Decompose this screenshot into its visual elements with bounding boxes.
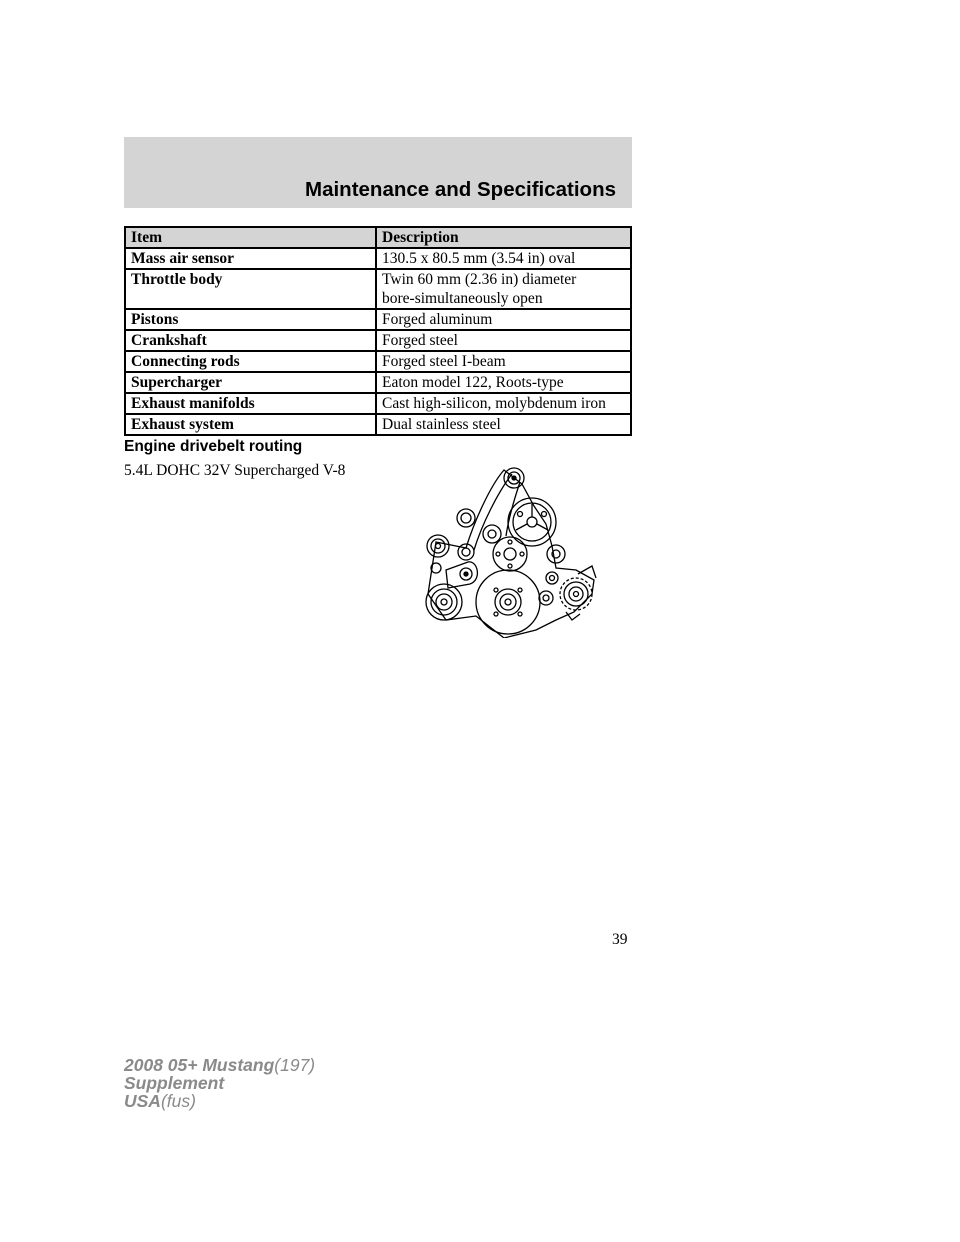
row-description-line: Twin 60 mm (2.36 in) diameter [382, 271, 577, 288]
table-row [125, 309, 631, 330]
drivebelt-routing-diagram [416, 462, 606, 638]
row-description: Cast high-silicon, molybdenum iron [376, 393, 631, 414]
section-heading: Engine drivebelt routing [124, 438, 303, 455]
footer [124, 1056, 315, 1110]
row-item: Throttle body [125, 269, 376, 309]
header-band [124, 137, 632, 208]
table-row [125, 248, 631, 269]
footer-line [124, 1092, 315, 1110]
table-header-row [125, 227, 631, 248]
row-item: Crankshaft [125, 330, 376, 351]
row-description-line: bore-simultaneously open [382, 290, 543, 307]
row-description: Dual stainless steel [376, 414, 631, 435]
row-description: Forged steel [376, 330, 631, 351]
table-row [125, 351, 631, 372]
row-description [376, 269, 631, 309]
engine-label: 5.4L DOHC 32V Supercharged V-8 [124, 462, 346, 479]
table-row [125, 414, 631, 435]
row-description: Forged aluminum [376, 309, 631, 330]
table-row [125, 372, 631, 393]
row-item: Exhaust manifolds [125, 393, 376, 414]
row-item: Mass air sensor [125, 248, 376, 269]
row-description: 130.5 x 80.5 mm (3.54 in) oval [376, 248, 631, 269]
footer-model: 2008 05+ Mustang [124, 1055, 275, 1075]
column-header-description: Description [376, 227, 631, 248]
row-item: Pistons [125, 309, 376, 330]
footer-line [124, 1056, 315, 1074]
row-item: Supercharger [125, 372, 376, 393]
row-item: Exhaust system [125, 414, 376, 435]
spec-table [124, 226, 632, 436]
column-header-item: Item [125, 227, 376, 248]
table-row [125, 269, 631, 309]
table-row [125, 330, 631, 351]
table-row [125, 393, 631, 414]
row-item: Connecting rods [125, 351, 376, 372]
row-description: Forged steel I-beam [376, 351, 631, 372]
footer-market: USA [124, 1091, 161, 1111]
footer-market-code: (fus) [160, 1091, 196, 1111]
page-title: Maintenance and Specifications [305, 178, 616, 201]
row-description: Eaton model 122, Roots-type [376, 372, 631, 393]
page-number: 39 [612, 931, 628, 948]
footer-model-code: (197) [274, 1055, 316, 1075]
footer-supplement: Supplement [124, 1073, 225, 1093]
